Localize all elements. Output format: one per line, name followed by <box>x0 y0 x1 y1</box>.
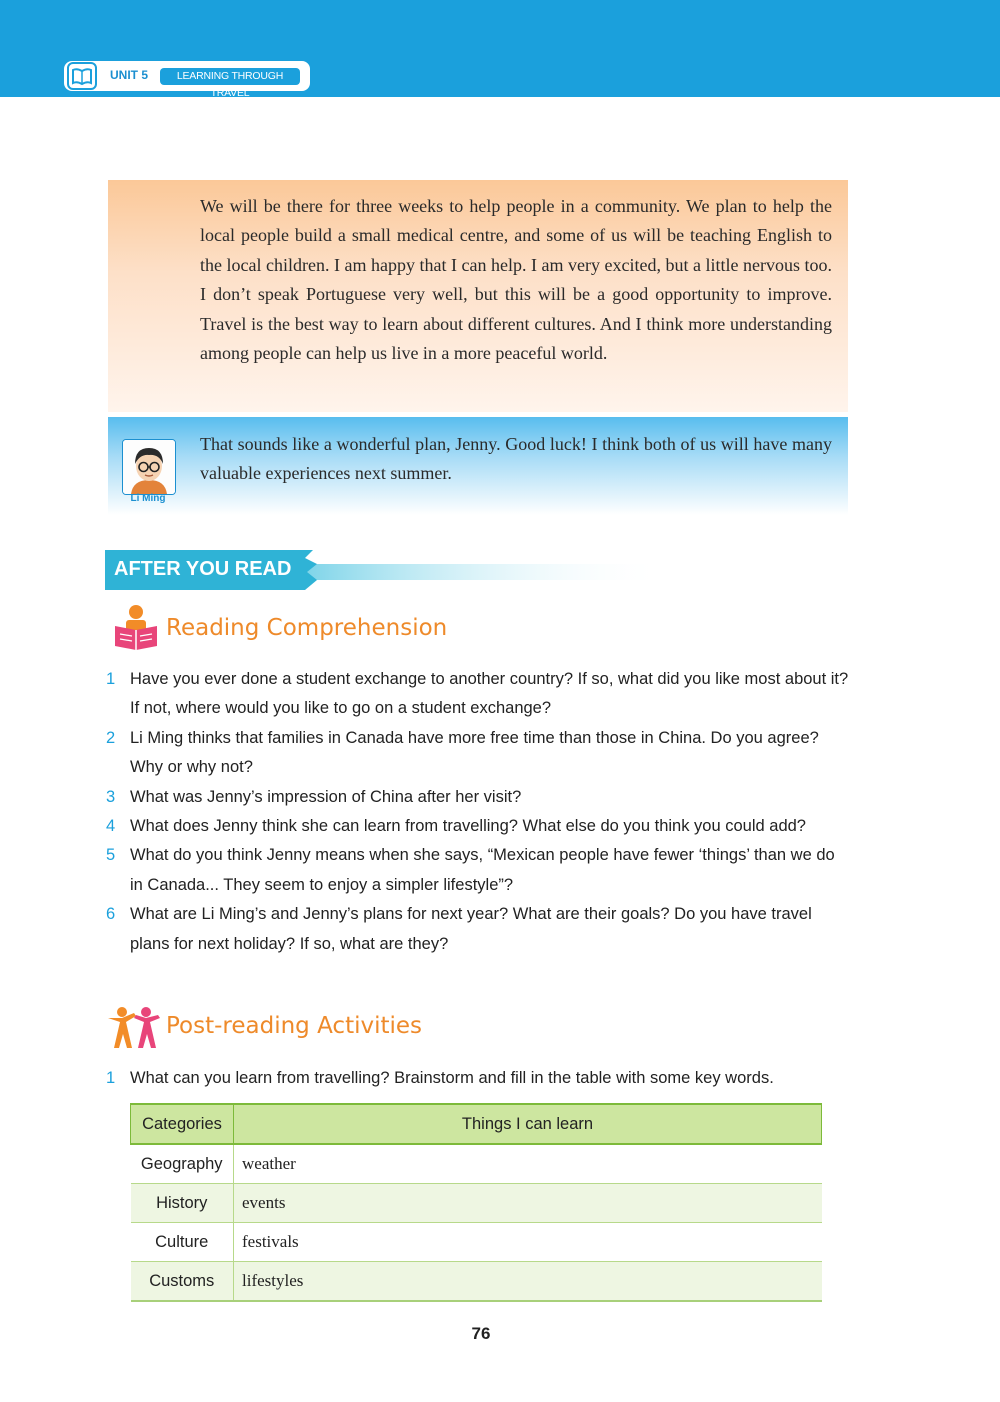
question-number: 4 <box>106 817 116 836</box>
unit-label: UNIT 5 <box>110 68 149 82</box>
question-number: 3 <box>106 787 116 806</box>
learning-table <box>130 1103 822 1302</box>
list-item <box>106 783 851 812</box>
question-text: What was Jenny’s impression of China after her visit? <box>130 787 522 806</box>
question-number: 5 <box>106 846 116 865</box>
column-header-categories: Categories <box>131 1104 234 1144</box>
after-you-read-heading: AFTER YOU READ <box>114 558 292 580</box>
column-header-things: Things I can learn <box>234 1104 822 1144</box>
question-text: What do you think Jenny means when she says, “Mexican people have fewer ‘things’ than we do in Canada... They seem to enjoy a simpler lifestyle”? <box>130 846 835 894</box>
value-cell: festivals <box>234 1223 822 1262</box>
question-list <box>106 665 851 959</box>
question-text: Have you ever done a student exchange to another country? If so, what did you like most about it? If not, where would you like to go on a student exchange? <box>130 670 849 718</box>
table-row <box>131 1223 822 1262</box>
question-number: 6 <box>106 905 116 924</box>
list-item <box>106 812 851 841</box>
li-ming-name: Li Ming <box>130 493 166 504</box>
open-book-icon <box>67 62 97 90</box>
question-text: What does Jenny think she can learn from travelling? What else do you think you could add? <box>130 817 806 836</box>
li-ming-avatar <box>122 439 176 495</box>
question-number: 1 <box>106 670 116 688</box>
two-kids-icon <box>106 1006 162 1050</box>
jenny-speech-text: We will be there for three weeks to help people in a community. We plan to help the local people build a small medical centre, and some of us will be teaching English to the local children. I am happy that I can help. I am very excited, but a little nervous too. I don’t speak Portuguese very well, but this will be a good opportunity to improve. Travel is the best way to learn about different cultures. And I think more understanding among people can help us live in a more peaceful world. <box>200 196 832 364</box>
category-cell: Geography <box>131 1144 234 1184</box>
list-item <box>106 724 851 783</box>
boy-with-glasses-icon <box>123 440 175 494</box>
table-row <box>131 1262 822 1302</box>
list-item <box>106 900 851 959</box>
question-number: 2 <box>106 728 116 747</box>
question-text: Li Ming thinks that families in Canada have more free time than those in China. Do you agree? Why or why not? <box>130 728 819 777</box>
question-text: What are Li Ming’s and Jenny’s plans for next year? What are their goals? Do you have travel plans for next holiday? If so, what are they? <box>130 905 812 953</box>
li-ming-speech-text: That sounds like a wonderful plan, Jenny. Good luck! I think both of us will have many valuable experiences next summer. <box>200 434 832 484</box>
table-header-row <box>131 1104 822 1144</box>
unit-title: LEARNING THROUGH TRAVEL <box>160 68 300 85</box>
page-number: 76 <box>471 1324 491 1343</box>
value-cell: lifestyles <box>234 1262 822 1302</box>
value-cell: events <box>234 1184 822 1223</box>
activity-number: 1 <box>106 1069 116 1087</box>
activity-text: What can you learn from travelling? Brainstorm and fill in the table with some key words. <box>130 1069 774 1087</box>
value-cell: weather <box>234 1144 822 1184</box>
table-row <box>131 1184 822 1223</box>
reading-person-icon <box>112 604 160 652</box>
category-cell: Customs <box>131 1262 234 1302</box>
list-item <box>106 665 851 724</box>
activity-item <box>106 1064 875 1093</box>
table-row <box>131 1144 822 1184</box>
category-cell: Culture <box>131 1223 234 1262</box>
reading-comprehension-title: Reading Comprehension <box>166 615 448 641</box>
category-cell: History <box>131 1184 234 1223</box>
list-item <box>106 841 851 900</box>
post-reading-activities-title: Post-reading Activities <box>166 1013 423 1039</box>
